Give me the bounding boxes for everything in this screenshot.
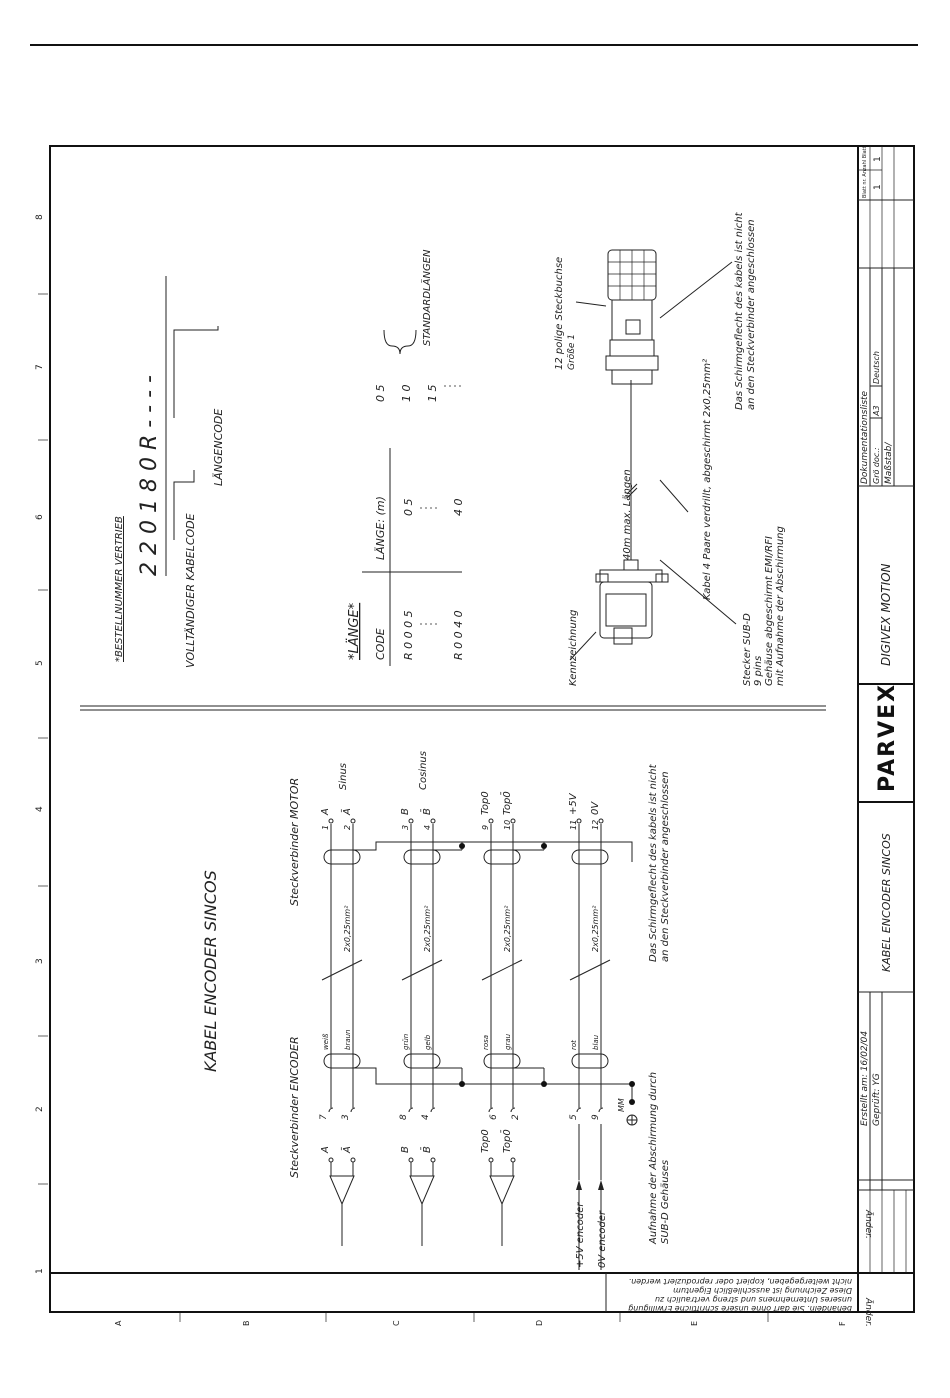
svg-text:3: 3 [341,1114,351,1120]
sheet-number: 1 [873,184,883,190]
wire-pair-top0 [480,791,522,1246]
svg-text:Ā: Ā [342,1146,353,1153]
wire-pair-supply [568,792,610,1270]
svg-text:Ā: Ā [342,808,353,815]
housing-note-line1: Aufnahme der Abschirmung durch [648,1071,659,1244]
shield-note-line1: Das Schirmgeflecht des kabels ist nicht [648,764,659,962]
svg-text:2x0,25mm²: 2x0,25mm² [503,905,512,952]
svg-text:3: 3 [401,824,410,830]
svg-text:Diese Zeichnung ist ausschließ: Diese Zeichnung ist ausschließlich Eigentum [673,1286,852,1295]
svg-text:6: 6 [489,1114,499,1120]
length-code-label: LÄNGENCODE [212,408,225,486]
row-number: 5 [35,660,45,666]
svg-text:grün: grün [402,1033,410,1050]
shield-connections [342,842,637,1125]
table-cell: R 0 0 4 0 [452,610,465,660]
svg-text:gelb: gelb [424,1034,432,1050]
created-date: Erstellt am: 16/02/04 [860,1030,870,1126]
table-cell: 0 5 [402,498,415,516]
svg-text:2: 2 [511,1114,521,1120]
svg-text:9: 9 [481,824,490,830]
svg-text:behandeln. Sie darf ohne unser: behandeln. Sie darf ohne unsere schriftliche Erwilligung [628,1304,852,1313]
svg-text:4: 4 [423,824,432,830]
drawing-title: KABEL ENCODER SINCOS [880,833,893,972]
socket-label-2: Größe 1 [567,334,577,370]
table-header-code: CODE [374,628,387,660]
svg-text:11: 11 [569,819,578,830]
cable-spec: Kabel 4 Paare verdrillt, abgeschirmt 2x0,25mm² [702,358,713,600]
wire-pair-cosinus [399,751,442,1246]
svg-text:+5V: +5V [568,793,579,815]
column-letters [114,1312,847,1326]
column-letter: F [838,1321,847,1326]
order-number-label: *BESTELLNUMMER VERTRIEB [114,516,125,662]
socket-shield-note-2: an den Steckverbinder angeschlossen [746,219,757,410]
plug-label-1: Stecker SUB-D [742,613,753,686]
svg-text:B: B [400,808,411,815]
language: Deutsch [872,351,881,384]
svg-text:Top0: Top0 [480,791,491,815]
svg-text:0V encoder: 0V encoder [597,1210,608,1268]
doc-list-label: Dokumentationsliste [860,390,870,484]
svg-text:2x0,25mm²: 2x0,25mm² [423,905,432,952]
svg-text:A: A [320,808,331,815]
svg-text:Cosinus: Cosinus [418,751,429,790]
svg-text:2x0,25mm²: 2x0,25mm² [343,905,352,952]
column-letter: D [535,1319,544,1326]
marking-label: Kennzeichnung [568,609,579,686]
svg-text:9: 9 [591,1114,601,1120]
svg-text:12: 12 [591,819,600,830]
product-name: DIGIVEX MOTION [879,563,893,666]
svg-text:A: A [320,1146,331,1153]
row-number: 2 [35,1106,45,1112]
encoder-connector-label: Steckverbinder ENCODER [288,1036,301,1178]
column-letter: C [392,1320,401,1326]
svg-text:weiß: weiß [322,1033,330,1050]
svg-text:1: 1 [321,824,330,830]
svg-text:MM: MM [617,1098,626,1112]
format-label: Grö doc.: [872,447,881,484]
socket-shield-note-1: Das Schirmgeflecht des kabels ist nicht [734,212,745,410]
svg-text:2: 2 [343,824,352,830]
svg-text:rosa: rosa [482,1034,490,1050]
row-ticks [38,294,48,1184]
column-letter: A [114,1320,123,1326]
wire-pair-sinus [319,763,362,1246]
column-letter: B [242,1320,251,1326]
svg-text:2x0,25mm²: 2x0,25mm² [591,905,600,952]
svg-text:Sinus: Sinus [338,762,349,790]
socket-label-1: 12 polige Steckbuchse [554,256,565,370]
svg-text:Top0̄: Top0̄ [502,791,513,815]
plug-label-4: mit Aufnahme der Abschirmung [775,526,786,686]
column-letter: E [690,1320,699,1326]
svg-text:B̄: B̄ [422,1146,433,1153]
page-title: KABEL ENCODER SINCOS [201,870,220,1072]
standard-value: 1 5 [426,384,439,402]
standard-value: 1 0 [400,384,413,402]
checked-by: Geprüft: YG [872,1073,882,1126]
motor-connector-label: Steckverbinder MOTOR [288,777,301,906]
brace [384,330,416,354]
svg-text:10: 10 [503,819,512,830]
change-label: Änder. [863,1210,873,1239]
company-logo: PARVEX [875,682,900,792]
max-length-label: 40m max. Längen [622,469,633,560]
sheet-count: 1 [873,156,883,162]
svg-text:+5V encoder: +5V encoder [575,1202,586,1268]
svg-text:grau: grau [504,1033,512,1050]
svg-text:4: 4 [421,1114,431,1120]
svg-text:rot: rot [570,1040,578,1050]
svg-text:5: 5 [569,1114,579,1120]
row-number: 4 [35,806,45,812]
plug-label-2: 9 pins [753,655,764,686]
svg-text:B: B [400,1146,411,1153]
confidentiality-note [606,1273,852,1313]
length-title: *LÄNGE* [347,602,362,660]
svg-text:blau: blau [592,1034,600,1050]
svg-text:braun: braun [344,1029,352,1050]
svg-text:0V: 0V [590,801,601,815]
cable-code-label: VOLLTÄNDIGER KABELCODE [184,513,197,668]
change-label-bottom: Änder. [863,1298,873,1327]
housing-note-line2: SUB-D Gehäuses [660,1159,671,1244]
format-value: A3 [872,405,881,416]
row-number: 1 [35,1268,45,1274]
row-number: 6 [35,514,45,520]
svg-text:nicht weitergegeben, kopiert o: nicht weitergegeben, kopiert oder reproduziert werden. [628,1277,852,1286]
svg-text:Top0: Top0 [480,1129,491,1153]
standard-value: 0 5 [374,384,387,402]
svg-text:unseres Unternehmens und stren: unseres Unternehmens und streng vertraulich zu [654,1295,852,1304]
scale-label: Maßstab/ [884,442,894,484]
table-cell: 4 0 [452,498,465,516]
table-cell: R 0 0 0 5 [402,610,415,660]
svg-text:B̄: B̄ [422,808,433,815]
standard-lengths-label: STANDARDLÄNGEN [422,249,433,346]
svg-text:7: 7 [319,1114,329,1120]
svg-text:Top0̄: Top0̄ [502,1129,513,1153]
row-number: 7 [35,364,45,370]
row-number: 8 [35,214,45,220]
row-number: 3 [35,958,45,964]
svg-text:8: 8 [399,1114,409,1120]
sheet-header: Blatt nr. Anzahl Blatt [862,146,868,198]
shield-note-line2: an den Steckverbinder angeschlossen [660,771,671,962]
row-numbers [35,214,45,1274]
order-code: 2 2 0 1 8 0 R - - - - [137,375,162,576]
plug-label-3: Gehäuse abgeschirmt EMI/RFI [764,536,775,686]
table-header-length: LÄNGE: (m) [374,496,387,560]
